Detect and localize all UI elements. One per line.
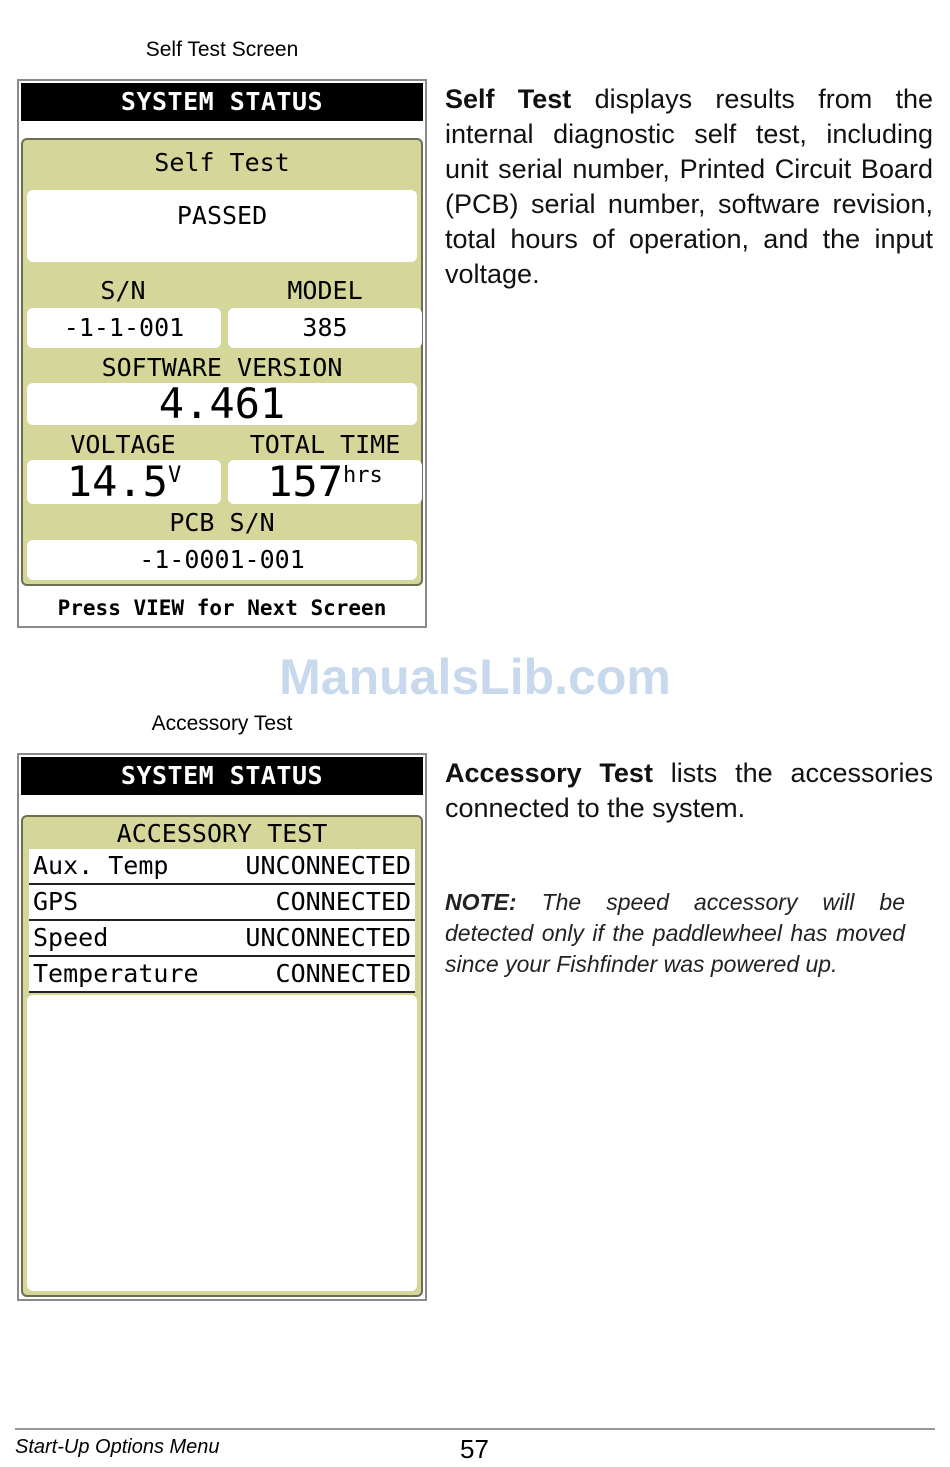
accessory-name: GPS — [33, 887, 79, 916]
pcb-sn-value: -1-0001-001 — [27, 540, 417, 580]
sn-value: -1-1-001 — [27, 308, 221, 348]
accessory-name: Speed — [33, 923, 109, 952]
model-label: MODEL — [287, 276, 363, 305]
accessory-test-screen — [17, 753, 427, 1301]
accessory-status: CONNECTED — [275, 959, 411, 988]
voltage-unit: V — [167, 463, 182, 488]
total-time-label: TOTAL TIME — [249, 430, 401, 459]
accessory-description — [445, 756, 933, 826]
speed-note — [445, 887, 905, 980]
accessory-test-caption: Accessory Test — [151, 712, 293, 735]
accessory-test-title: ACCESSORY TEST — [116, 819, 328, 848]
accessory-row — [29, 921, 415, 957]
note-text: The speed accessory will be detected only if the paddlewheel has moved since your Fishfinder was powered up. — [445, 889, 905, 977]
software-version-label: SOFTWARE VERSION — [101, 353, 343, 382]
accessory-row — [29, 957, 415, 993]
footer-divider — [15, 1428, 935, 1430]
accessory-name: Temperature — [33, 959, 199, 988]
press-view-hint: Press VIEW for Next Screen — [57, 596, 387, 620]
self-test-screen — [17, 79, 427, 628]
system-status-header: SYSTEM STATUS — [21, 757, 423, 795]
manualslib-watermark: ManualsLib.com — [279, 649, 671, 705]
self-test-term: Self Test — [445, 84, 572, 114]
accessory-status: CONNECTED — [275, 887, 411, 916]
sn-label: S/N — [100, 276, 146, 305]
accessory-status: UNCONNECTED — [245, 851, 411, 880]
accessory-term: Accessory Test — [445, 758, 653, 788]
software-version-value: 4.461 — [27, 383, 417, 425]
accessory-row — [29, 885, 415, 921]
accessory-empty-area — [27, 995, 417, 1291]
total-time-value: 157 — [267, 457, 344, 506]
self-test-title: Self Test — [154, 148, 290, 177]
accessory-status: UNCONNECTED — [245, 923, 411, 952]
pcb-sn-label: PCB S/N — [169, 508, 275, 537]
self-test-description — [445, 82, 933, 292]
footer-section-name: Start-Up Options Menu — [15, 1436, 220, 1458]
self-test-description-text: displays results from the internal diagnostic self test, including unit serial number, Printed Circuit Board (PCB) serial number, software revision, total hours of operation, and the input voltage. — [445, 84, 934, 289]
self-test-result: PASSED — [27, 190, 417, 262]
total-time-unit: hrs — [343, 463, 383, 488]
accessory-panel — [21, 815, 423, 1297]
accessory-row — [29, 849, 415, 885]
accessory-description-text: lists the accessories connected to the system. — [445, 758, 934, 823]
accessory-name: Aux. Temp — [33, 851, 169, 880]
page-number: 57 — [460, 1434, 489, 1464]
total-time-value-box — [228, 457, 422, 506]
system-status-header: SYSTEM STATUS — [21, 83, 423, 121]
self-test-caption: Self Test Screen — [145, 38, 299, 61]
voltage-value-box — [27, 457, 221, 506]
self-test-panel — [21, 138, 423, 586]
voltage-value: 14.5 — [66, 457, 168, 506]
model-value: 385 — [228, 308, 422, 348]
voltage-label: VOLTAGE — [70, 430, 176, 459]
note-label: NOTE: — [445, 889, 517, 915]
